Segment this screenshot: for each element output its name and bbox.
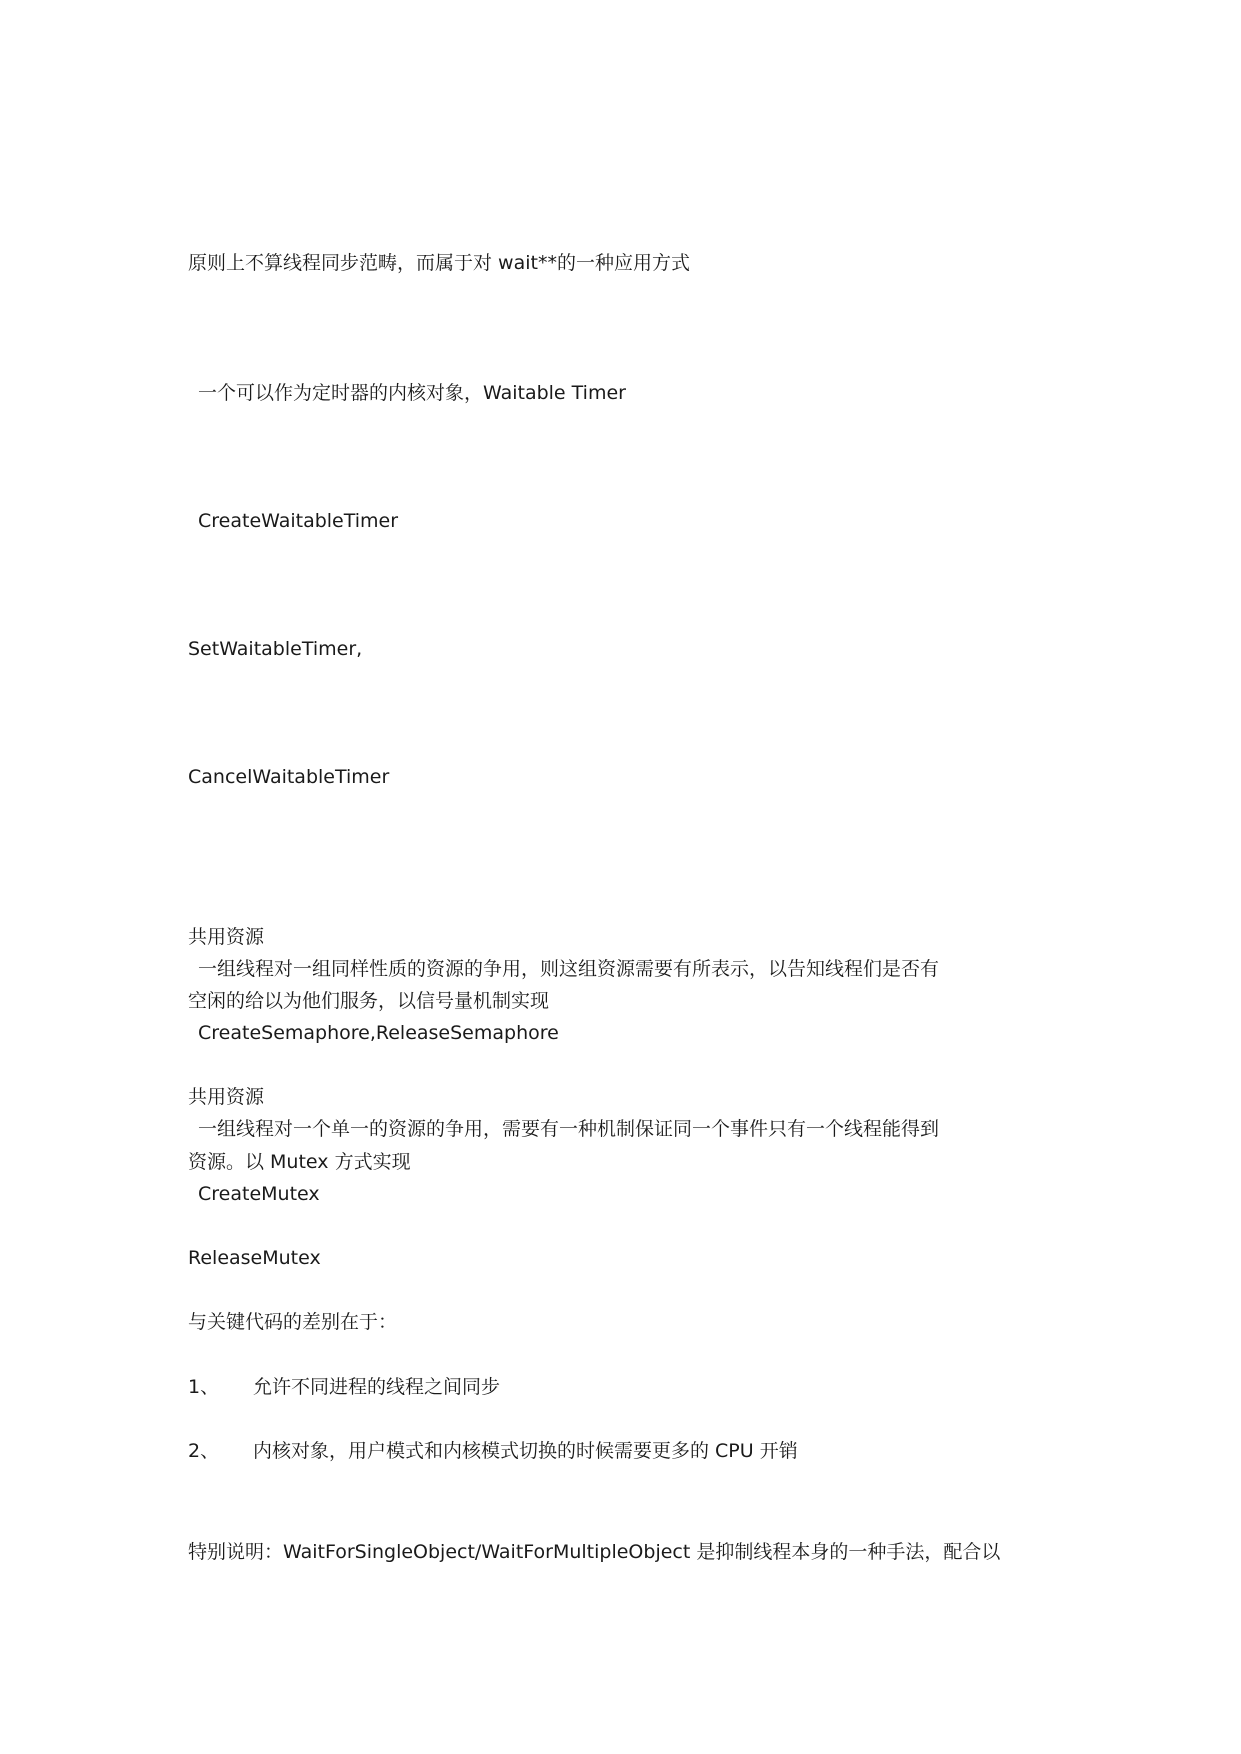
semaphore-heading: 共用资源 bbox=[188, 926, 265, 948]
intro-paragraph: 原则上不算线程同步范畴，而属于对 wait**的一种应用方式 bbox=[188, 252, 690, 274]
mutex-create-api: CreateMutex bbox=[198, 1183, 320, 1205]
diff-heading: 与关键代码的差别在于： bbox=[188, 1311, 398, 1333]
timer-set-api: SetWaitableTimer, bbox=[188, 638, 363, 660]
semaphore-api: CreateSemaphore,ReleaseSemaphore bbox=[198, 1022, 559, 1044]
semaphore-description-line2: 空闲的给以为他们服务，以信号量机制实现 bbox=[188, 990, 550, 1012]
list-item-text: 内核对象，用户模式和内核模式切换的时候需要更多的 CPU 开销 bbox=[253, 1440, 798, 1462]
timer-description: 一个可以作为定时器的内核对象，Waitable Timer bbox=[198, 382, 626, 404]
semaphore-description-line1: 一组线程对一组同样性质的资源的争用，则这组资源需要有所表示，以告知线程们是否有 bbox=[198, 958, 940, 980]
mutex-description-line2: 资源。以 Mutex 方式实现 bbox=[188, 1151, 411, 1173]
list-item-text: 允许不同进程的线程之间同步 bbox=[253, 1376, 501, 1398]
timer-cancel-api: CancelWaitableTimer bbox=[188, 766, 390, 788]
timer-create-api: CreateWaitableTimer bbox=[198, 510, 399, 532]
list-item-number: 1、 bbox=[188, 1376, 220, 1398]
mutex-heading: 共用资源 bbox=[188, 1086, 265, 1108]
mutex-release-api: ReleaseMutex bbox=[188, 1247, 321, 1269]
mutex-description-line1: 一组线程对一个单一的资源的争用，需要有一种机制保证同一个事件只有一个线程能得到 bbox=[198, 1118, 940, 1140]
list-item-number: 2、 bbox=[188, 1440, 220, 1462]
special-note: 特别说明：WaitForSingleObject/WaitForMultipleObject 是抑制线程本身的一种手法，配合以 bbox=[188, 1541, 1001, 1563]
